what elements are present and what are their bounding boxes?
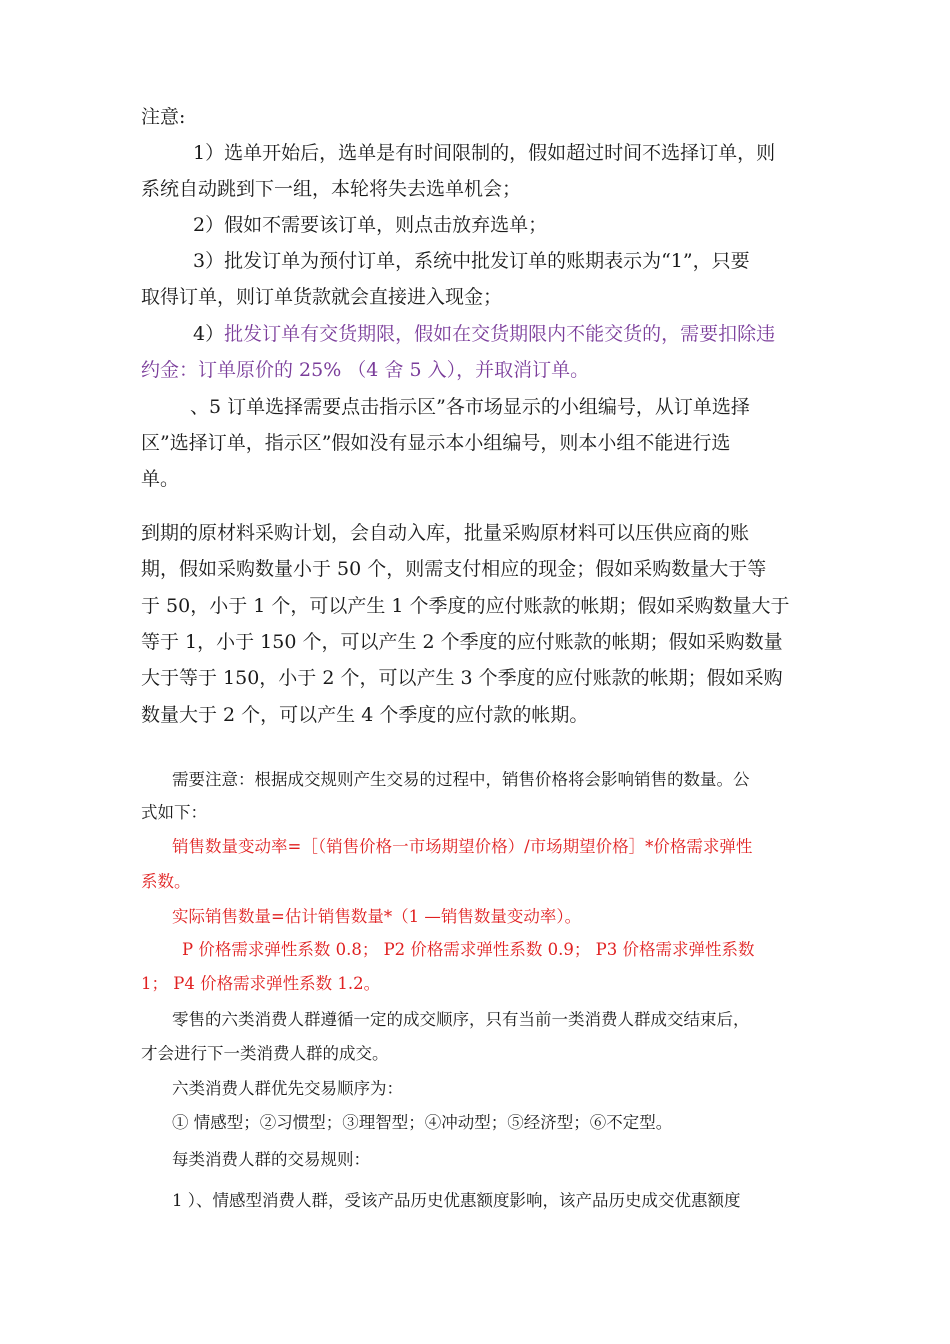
purchase-line-1: 到期的原材料采购计划，会自动入库，批量采购原材料可以压供应商的账 — [141, 522, 750, 544]
notice-item-3-line-1: 3）批发订单为预付订单，系统中批发订单的账期表示为“1”，只要 — [193, 250, 750, 272]
notice-item-5-line-2: 区”选择订单，指示区”假如没有显示本小组编号，则本小组不能进行选 — [141, 432, 731, 454]
notice-heading: 注意: — [141, 106, 186, 128]
purchase-line-3: 于 50，小于 1 个，可以产生 1 个季度的应付账款的帐期；假如采购数量大于 — [141, 595, 790, 617]
consumer-order-list: ① 情感型；②习惯型；③理智型；④冲动型；⑤经济型；⑥不定型。 — [172, 1113, 673, 1132]
formula-1-line-1: 销售数量变动率=［（销售价格一市场期望价格）/市场期望价格］*价格需求弹性 — [172, 837, 753, 856]
notice-item-5-line-3: 单。 — [141, 468, 180, 490]
notice-item-3-line-2: 取得订单，则订单货款就会直接进入现金； — [141, 286, 503, 308]
formula-1-line-2: 系数。 — [141, 872, 191, 891]
notice-item-5-line-1: 、5 订单选择需要点击指示区”各市场显示的小组编号，从订单选择 — [190, 396, 750, 418]
retail-line-1: 零售的六类消费人群遵循一定的成交顺序，只有当前一类消费人群成交结束后， — [172, 1010, 750, 1029]
elasticity-line-1: P 价格需求弹性系数 0.8； P2 价格需求弹性系数 0.9； P3 价格需求弹性系数 — [182, 940, 755, 959]
rule-1: 1 ）、情感型消费人群，受该产品历史优惠额度影响，该产品历史成交优惠额度 — [172, 1191, 741, 1210]
notice-item-1-line-2: 系统自动跳到下一组，本轮将失去选单机会； — [141, 178, 522, 200]
purchase-line-6: 数量大于 2 个，可以产生 4 个季度的应付款的帐期。 — [141, 704, 589, 726]
sales-intro-line-1: 需要注意：根据成交规则产生交易的过程中，销售价格将会影响销售的数量。公 — [172, 770, 750, 789]
notice-item-4-text: 批发订单有交货期限，假如在交货期限内不能交货的，需要扣除违 — [224, 323, 776, 345]
elasticity-line-2: 1； P4 价格需求弹性系数 1.2。 — [141, 974, 381, 993]
notice-item-4-line-1 — [193, 325, 775, 344]
notice-item-4-line-2: 约金：订单原价的 25% （4 舍 5 入），并取消订单。 — [141, 359, 590, 381]
purchase-line-5: 大于等于 150，小于 2 个，可以产生 3 个季度的应付账款的帐期；假如采购 — [141, 667, 783, 689]
rules-title: 每类消费人群的交易规则： — [172, 1150, 370, 1169]
purchase-line-4: 等于 1，小于 150 个，可以产生 2 个季度的应付账款的帐期；假如采购数量 — [141, 631, 783, 653]
notice-item-2: 2）假如不需要该订单，则点击放弃选单； — [193, 214, 548, 236]
retail-line-2: 才会进行下一类消费人群的成交。 — [141, 1044, 389, 1063]
formula-2: 实际销售数量=估计销售数量*（1 —销售数量变动率）。 — [172, 907, 582, 926]
sales-intro-line-2: 式如下： — [141, 803, 207, 822]
notice-item-1-line-1: 1）选单开始后，选单是有时间限制的，假如超过时间不选择订单，则 — [193, 142, 776, 164]
notice-item-4-number: 4） — [193, 323, 225, 345]
consumer-order-title: 六类消费人群优先交易顺序为： — [172, 1079, 403, 1098]
purchase-line-2: 期，假如采购数量小于 50 个，则需支付相应的现金；假如采购数量大于等 — [141, 558, 767, 580]
